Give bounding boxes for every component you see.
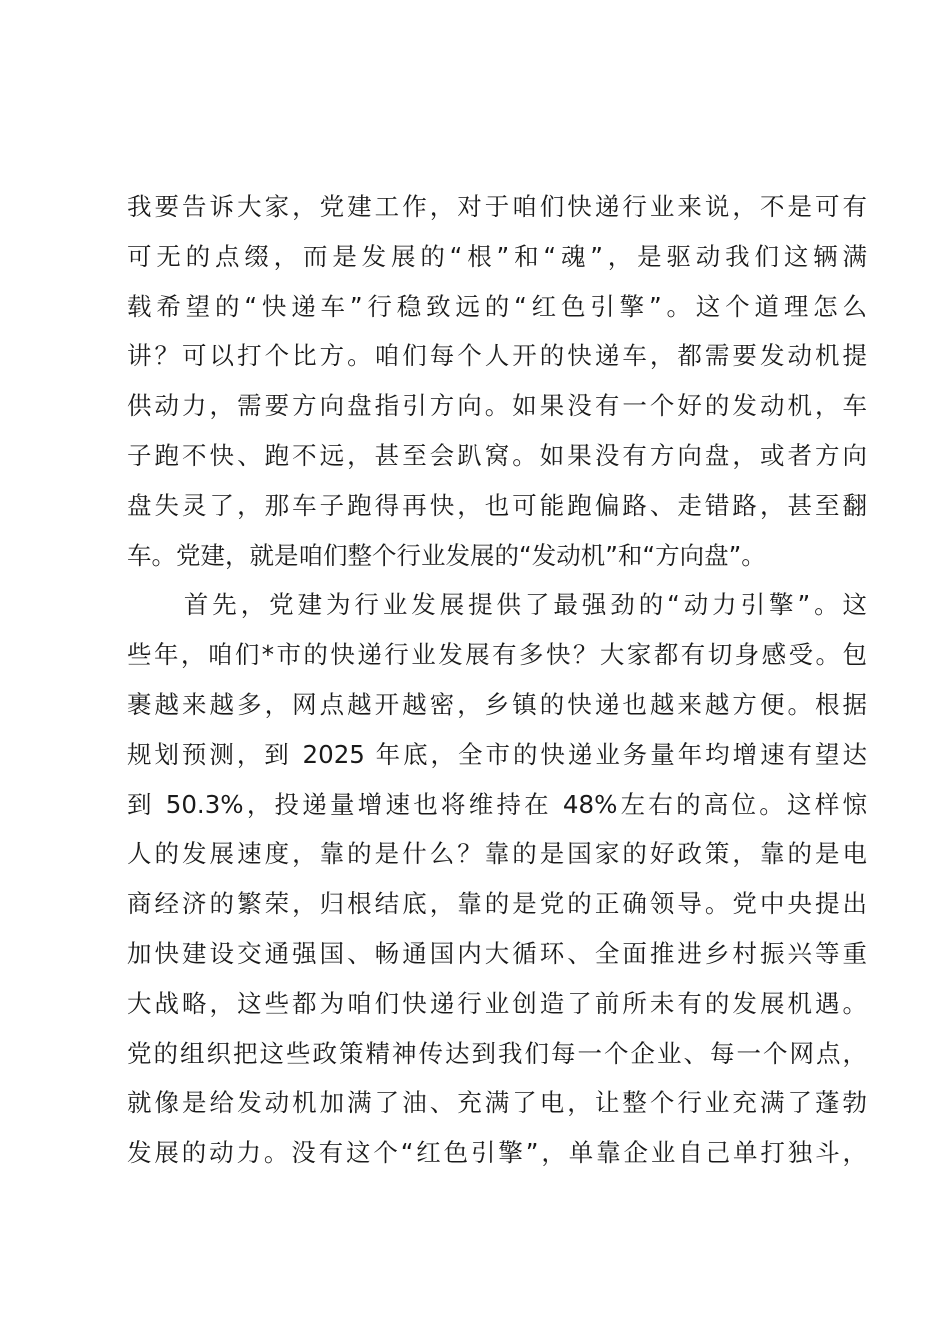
- body-text: [127, 182, 867, 1178]
- text-line: 首先，党建为行业发展提供了最强劲的“动力引擎”。这: [127, 590, 867, 620]
- text-line: 盘失灵了，那车子跑得再快，也可能跑偏路、走错路，甚至翻: [127, 490, 867, 520]
- text-line: 些年，咱们*市的快递行业发展有多快？大家都有切身感受。包: [127, 640, 867, 670]
- text-line: 子跑不快、跑不远，甚至会趴窝。如果没有方向盘，或者方向: [127, 440, 867, 470]
- text-line: 发展的动力。没有这个“红色引擎”，单靠企业自己单打独斗，: [127, 1138, 867, 1168]
- text-line: 规划预测，到 2025 年底，全市的快递业务量年均增速有望达: [127, 739, 867, 769]
- text-line: 讲？可以打个比方。咱们每个人开的快递车，都需要发动机提: [127, 341, 867, 371]
- text-line: 供动力，需要方向盘指引方向。如果没有一个好的发动机，车: [127, 391, 867, 421]
- text-line: 可无的点缀，而是发展的“根”和“魂”，是驱动我们这辆满: [127, 241, 867, 271]
- text-line: 车。党建，就是咱们整个行业发展的“发动机”和“方向盘”。: [127, 540, 766, 570]
- text-line: 人的发展速度，靠的是什么？靠的是国家的好政策，靠的是电: [127, 839, 867, 869]
- text-line: 我要告诉大家，党建工作，对于咱们快递行业来说，不是可有: [127, 192, 867, 221]
- text-line: 载希望的“快递车”行稳致远的“红色引擎”。这个道理怎么: [127, 291, 867, 321]
- text-line: 加快建设交通强国、畅通国内大循环、全面推进乡村振兴等重: [127, 938, 867, 968]
- text-line: 到 50.3%，投递量增速也将维持在 48%左右的高位。这样惊: [127, 789, 867, 819]
- text-line: 商经济的繁荣，归根结底，靠的是党的正确领导。党中央提出: [127, 889, 867, 919]
- text-line: 大战略，这些都为咱们快递行业创造了前所未有的发展机遇。: [127, 988, 867, 1018]
- text-line: 党的组织把这些政策精神传达到我们每一个企业、每一个网点，: [127, 1038, 867, 1068]
- text-line: 就像是给发动机加满了油、充满了电，让整个行业充满了蓬勃: [127, 1088, 867, 1118]
- text-line: 裹越来越多，网点越开越密，乡镇的快递也越来越方便。根据: [127, 689, 867, 719]
